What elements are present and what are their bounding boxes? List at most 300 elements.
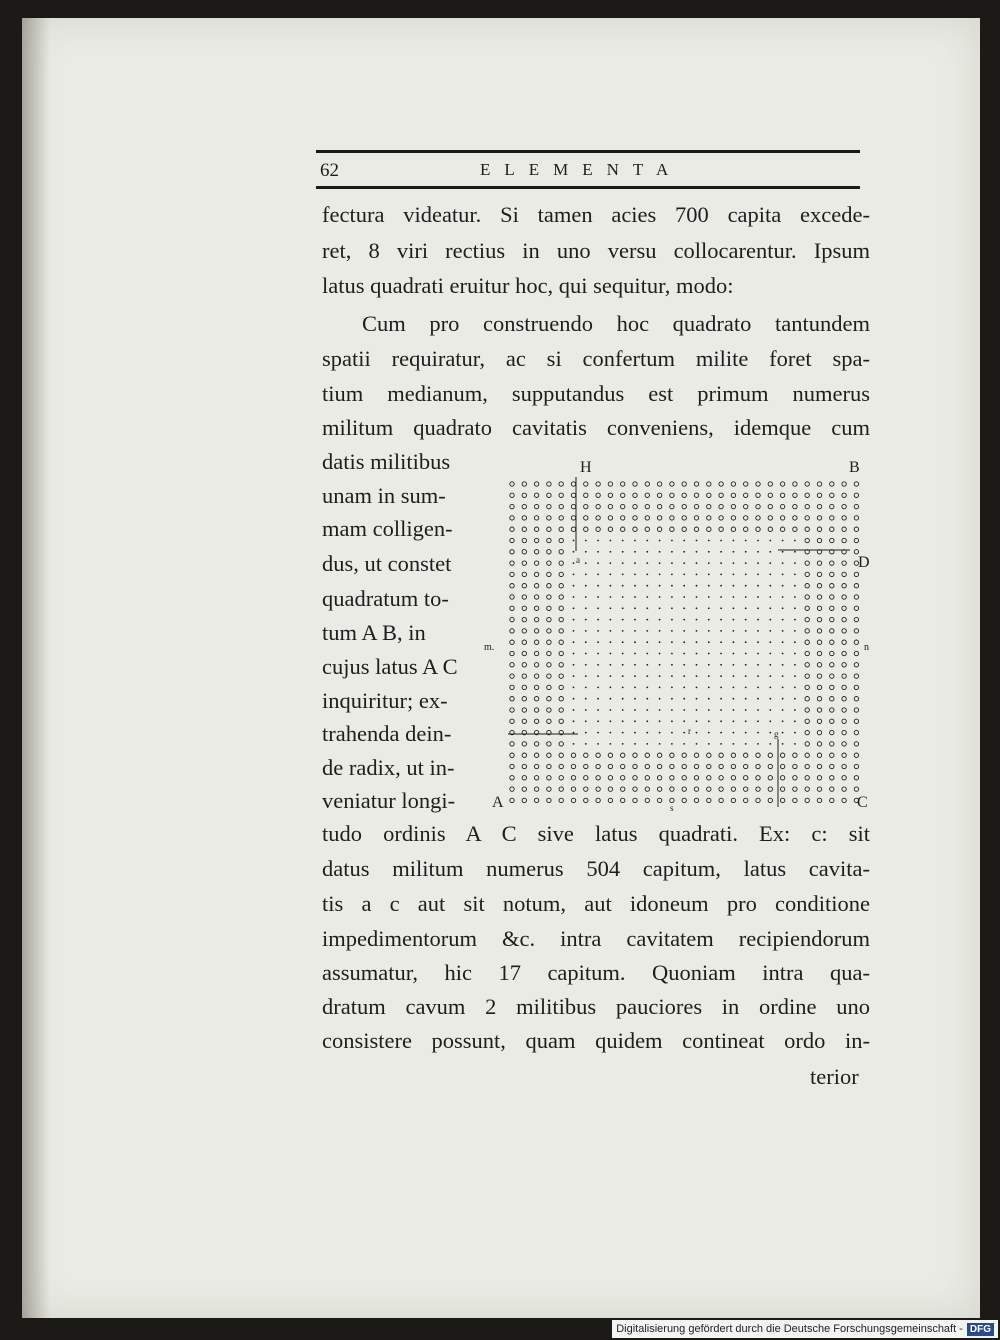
cavity-dot [769, 540, 771, 542]
cavity-dot [659, 641, 661, 643]
soldier-mark [731, 527, 735, 531]
side-line: veniatur longi- [322, 788, 456, 813]
soldier-mark [670, 527, 674, 531]
soldier-mark [744, 798, 748, 802]
cavity-dot [585, 607, 587, 609]
soldier-mark [522, 550, 526, 554]
cavity-dot [782, 698, 784, 700]
soldier-mark [830, 776, 834, 780]
cavity-dot [720, 664, 722, 666]
soldier-mark [608, 753, 612, 757]
cavity-dot [659, 562, 661, 564]
page-number: 62 [320, 160, 339, 181]
soldier-mark [657, 504, 661, 508]
soldier-mark [756, 493, 760, 497]
soldier-mark [854, 753, 858, 757]
soldier-mark [584, 787, 588, 791]
soldier-mark [817, 640, 821, 644]
soldier-mark [842, 572, 846, 576]
soldier-mark [559, 617, 563, 621]
cavity-dot [720, 630, 722, 632]
cavity-dot [634, 619, 636, 621]
cavity-dot [683, 607, 685, 609]
soldier-mark [694, 776, 698, 780]
soldier-mark [571, 764, 575, 768]
cavity-dot [634, 630, 636, 632]
cavity-dot [708, 743, 710, 745]
soldier-mark [547, 685, 551, 689]
cavity-dot [757, 540, 759, 542]
cavity-dot [622, 720, 624, 722]
soldier-mark [645, 482, 649, 486]
soldier-mark [510, 764, 514, 768]
cavity-dot [634, 687, 636, 689]
soldier-mark [842, 538, 846, 542]
soldier-mark [768, 787, 772, 791]
cavity-dot [659, 664, 661, 666]
soldier-mark [522, 764, 526, 768]
soldier-mark [719, 798, 723, 802]
soldier-mark [805, 742, 809, 746]
cavity-dot [733, 732, 735, 734]
cavity-dot [671, 743, 673, 745]
soldier-mark [657, 776, 661, 780]
cavity-dot [708, 619, 710, 621]
cavity-dot [622, 743, 624, 745]
soldier-mark [842, 493, 846, 497]
cavity-dot [646, 596, 648, 598]
cavity-dot [782, 630, 784, 632]
cavity-dot [745, 687, 747, 689]
soldier-mark [719, 776, 723, 780]
dfg-logo: DFG [967, 1323, 994, 1336]
soldier-mark [817, 708, 821, 712]
soldier-mark [645, 516, 649, 520]
cavity-dot [782, 732, 784, 734]
soldier-mark [817, 629, 821, 633]
cavity-dot [782, 585, 784, 587]
soldier-mark [522, 504, 526, 508]
cavity-dot [782, 641, 784, 643]
cavity-dot [720, 653, 722, 655]
soldier-mark [510, 538, 514, 542]
cavity-dot [597, 630, 599, 632]
soldier-mark [584, 516, 588, 520]
soldier-mark [522, 674, 526, 678]
soldier-mark [559, 482, 563, 486]
soldier-mark [854, 584, 858, 588]
soldier-mark [768, 504, 772, 508]
soldier-mark [522, 776, 526, 780]
soldier-mark [682, 776, 686, 780]
cavity-dot [597, 574, 599, 576]
cavity-dot [683, 585, 685, 587]
header-rule-top [316, 150, 860, 153]
soldier-mark [559, 742, 563, 746]
soldier-mark [780, 764, 784, 768]
soldier-mark [510, 550, 514, 554]
soldier-mark [817, 685, 821, 689]
cavity-dot [769, 630, 771, 632]
soldier-mark [744, 753, 748, 757]
soldier-mark [817, 697, 821, 701]
soldier-mark [830, 685, 834, 689]
cavity-dot [769, 585, 771, 587]
soldier-mark [842, 674, 846, 678]
cavity-dot [634, 698, 636, 700]
soldier-mark [805, 674, 809, 678]
cavity-dot [708, 596, 710, 598]
soldier-mark [657, 527, 661, 531]
cavity-dot [585, 585, 587, 587]
soldier-mark [510, 674, 514, 678]
soldier-mark [510, 719, 514, 723]
soldier-mark [780, 798, 784, 802]
soldier-mark [547, 561, 551, 565]
soldier-mark [854, 730, 858, 734]
header-rule-bottom [316, 186, 860, 189]
cavity-dot [794, 687, 796, 689]
soldier-mark [547, 572, 551, 576]
soldier-mark [621, 764, 625, 768]
soldier-mark [534, 764, 538, 768]
cavity-dot [622, 732, 624, 734]
soldier-mark [830, 730, 834, 734]
soldier-mark [817, 572, 821, 576]
soldier-mark [596, 527, 600, 531]
cavity-dot [597, 653, 599, 655]
soldier-mark [719, 753, 723, 757]
soldier-mark [534, 697, 538, 701]
cavity-dot [720, 709, 722, 711]
cavity-dot [646, 630, 648, 632]
soldier-mark [534, 606, 538, 610]
cavity-dot [659, 675, 661, 677]
cavity-dot [794, 732, 796, 734]
cavity-dot [646, 720, 648, 722]
soldier-mark [854, 606, 858, 610]
soldier-mark [682, 482, 686, 486]
cavity-dot [573, 607, 575, 609]
cavity-dot [696, 687, 698, 689]
soldier-mark [670, 776, 674, 780]
soldier-mark [842, 798, 846, 802]
soldier-mark [793, 787, 797, 791]
soldier-mark [842, 730, 846, 734]
soldier-mark [744, 493, 748, 497]
cavity-dot [733, 585, 735, 587]
soldier-mark [645, 764, 649, 768]
soldier-mark [707, 516, 711, 520]
side-line: dus, ut constet [322, 551, 452, 576]
cavity-dot [646, 664, 648, 666]
soldier-mark [571, 516, 575, 520]
soldier-mark [633, 798, 637, 802]
digitization-footer [612, 1320, 998, 1338]
soldier-mark [830, 787, 834, 791]
soldier-mark [694, 482, 698, 486]
cavity-dot [708, 698, 710, 700]
cavity-dot [794, 551, 796, 553]
soldier-mark [559, 527, 563, 531]
cavity-dot [782, 664, 784, 666]
cavity-dot [671, 619, 673, 621]
soldier-mark [731, 516, 735, 520]
cavity-dot [622, 562, 624, 564]
cavity-dot [696, 653, 698, 655]
cavity-dot [610, 574, 612, 576]
cavity-dot [610, 732, 612, 734]
cavity-dot [610, 619, 612, 621]
cavity-dot [610, 562, 612, 564]
soldier-mark [510, 787, 514, 791]
soldier-mark [842, 697, 846, 701]
soldier-mark [522, 651, 526, 655]
soldier-mark [805, 629, 809, 633]
soldier-mark [633, 516, 637, 520]
side-line: quadratum to- [322, 586, 449, 611]
soldier-mark [633, 776, 637, 780]
cavity-dot [757, 720, 759, 722]
soldier-mark [817, 798, 821, 802]
soldier-mark [842, 640, 846, 644]
cavity-dot [573, 687, 575, 689]
soldier-mark [830, 584, 834, 588]
soldier-mark [744, 776, 748, 780]
soldier-mark [657, 764, 661, 768]
soldier-mark [842, 561, 846, 565]
soldier-mark [682, 753, 686, 757]
soldier-mark [534, 516, 538, 520]
soldier-mark [534, 719, 538, 723]
soldier-mark [670, 482, 674, 486]
soldier-mark [559, 753, 563, 757]
soldier-mark [805, 730, 809, 734]
cavity-dot [573, 675, 575, 677]
body-line: datus militum numerus 504 capitum, latus cavita- [322, 856, 870, 881]
soldier-mark [534, 538, 538, 542]
cavity-dot [573, 709, 575, 711]
cavity-dot [708, 653, 710, 655]
cavity-dot [782, 720, 784, 722]
cavity-dot [733, 619, 735, 621]
cavity-dot [794, 698, 796, 700]
soldier-mark [547, 651, 551, 655]
cavity-dot [659, 574, 661, 576]
soldier-mark [830, 606, 834, 610]
label-B: B [849, 459, 860, 476]
cavity-dot [683, 562, 685, 564]
cavity-dot [671, 653, 673, 655]
soldier-mark [522, 561, 526, 565]
soldier-mark [780, 493, 784, 497]
soldier-mark [830, 674, 834, 678]
soldier-mark [694, 527, 698, 531]
soldier-mark [830, 561, 834, 565]
cavity-dot [610, 709, 612, 711]
footer-text: Digitalisierung gefördert durch die Deutsche Forschungsgemeinschaft - [616, 1323, 963, 1335]
cavity-dot [659, 540, 661, 542]
cavity-dot [659, 585, 661, 587]
soldier-mark [707, 527, 711, 531]
soldier-mark [694, 753, 698, 757]
cavity-dot [585, 653, 587, 655]
soldier-mark [510, 742, 514, 746]
soldier-mark [608, 493, 612, 497]
cavity-dot [659, 743, 661, 745]
soldier-mark [670, 753, 674, 757]
cavity-dot [745, 619, 747, 621]
cavity-dot [683, 574, 685, 576]
cavity-dot [634, 574, 636, 576]
cavity-dot [597, 562, 599, 564]
soldier-mark [744, 516, 748, 520]
soldier-mark [534, 584, 538, 588]
soldier-mark [842, 504, 846, 508]
soldier-mark [682, 516, 686, 520]
cavity-dot [745, 732, 747, 734]
soldier-mark [805, 584, 809, 588]
soldier-mark [547, 606, 551, 610]
soldier-mark [768, 516, 772, 520]
soldier-mark [793, 798, 797, 802]
cavity-dot [745, 574, 747, 576]
soldier-mark [817, 595, 821, 599]
side-line: unam in sum- [322, 483, 446, 508]
soldier-mark [559, 640, 563, 644]
cavity-dot [720, 687, 722, 689]
soldier-mark [694, 764, 698, 768]
body-line: dratum cavum 2 militibus pauciores in ordine uno [322, 994, 870, 1019]
cavity-dot [720, 743, 722, 745]
soldier-mark [633, 482, 637, 486]
soldier-mark [830, 663, 834, 667]
cavity-dot [597, 607, 599, 609]
cavity-dot [597, 596, 599, 598]
soldier-mark [547, 764, 551, 768]
soldier-mark [645, 798, 649, 802]
cavity-dot [597, 709, 599, 711]
soldier-mark [694, 787, 698, 791]
soldier-mark [817, 730, 821, 734]
cavity-dot [696, 540, 698, 542]
cavity-dot [720, 698, 722, 700]
cavity-dot [634, 551, 636, 553]
soldier-mark [547, 527, 551, 531]
cavity-dot [634, 540, 636, 542]
cavity-dot [597, 732, 599, 734]
cavity-dot [757, 596, 759, 598]
soldier-mark [731, 798, 735, 802]
soldier-mark [510, 685, 514, 689]
soldier-mark [670, 798, 674, 802]
cavity-dot [585, 596, 587, 598]
soldier-mark [633, 764, 637, 768]
soldier-mark [756, 787, 760, 791]
cavity-dot [659, 630, 661, 632]
body-line: ret, 8 viri rectius in uno versu collocarentur. Ipsum [322, 238, 870, 263]
cavity-dot [597, 585, 599, 587]
soldier-mark [559, 697, 563, 701]
soldier-mark [670, 787, 674, 791]
soldier-mark [596, 482, 600, 486]
cavity-dot [610, 630, 612, 632]
soldier-mark [817, 787, 821, 791]
soldier-mark [547, 516, 551, 520]
soldier-mark [534, 482, 538, 486]
cavity-dot [585, 720, 587, 722]
soldier-mark [842, 753, 846, 757]
soldier-mark [547, 697, 551, 701]
soldier-mark [719, 516, 723, 520]
soldier-mark [830, 719, 834, 723]
soldier-mark [682, 787, 686, 791]
cavity-dot [769, 709, 771, 711]
soldier-mark [596, 798, 600, 802]
cavity-dot [622, 596, 624, 598]
soldier-mark [510, 504, 514, 508]
running-title: ELEMENTA [480, 160, 683, 179]
cavity-dot [745, 540, 747, 542]
soldier-mark [534, 651, 538, 655]
soldier-mark [547, 708, 551, 712]
cavity-dot [708, 562, 710, 564]
body-line: tium medianum, supputandus est primum numerus [322, 381, 870, 406]
soldier-mark [559, 685, 563, 689]
cavity-dot [794, 596, 796, 598]
soldier-mark [793, 493, 797, 497]
cavity-dot [708, 607, 710, 609]
soldier-mark [793, 776, 797, 780]
cavity-dot [733, 698, 735, 700]
cavity-dot [646, 743, 648, 745]
cavity-dot [622, 687, 624, 689]
soldier-mark [854, 719, 858, 723]
body-line: militum quadrato cavitatis conveniens, idemque cum [322, 415, 870, 440]
cavity-dot [659, 732, 661, 734]
soldier-mark [522, 663, 526, 667]
cavity-dot [671, 698, 673, 700]
soldier-mark [621, 798, 625, 802]
cavity-dot [646, 709, 648, 711]
cavity-dot [634, 664, 636, 666]
soldier-mark [842, 787, 846, 791]
label-s: s [670, 803, 674, 813]
cavity-dot [610, 596, 612, 598]
soldier-mark [707, 764, 711, 768]
cavity-dot [708, 675, 710, 677]
cavity-dot [782, 653, 784, 655]
soldier-mark [805, 595, 809, 599]
cavity-dot [671, 641, 673, 643]
cavity-dot [757, 574, 759, 576]
cavity-dot [646, 653, 648, 655]
cavity-dot [745, 596, 747, 598]
cavity-dot [733, 596, 735, 598]
soldier-mark [830, 617, 834, 621]
cavity-dot [573, 540, 575, 542]
cavity-dot [610, 675, 612, 677]
soldier-mark [510, 753, 514, 757]
soldier-mark [547, 595, 551, 599]
soldier-mark [534, 708, 538, 712]
soldier-mark [682, 493, 686, 497]
cavity-dot [757, 732, 759, 734]
soldier-mark [596, 764, 600, 768]
soldier-mark [842, 663, 846, 667]
cavity-dot [794, 653, 796, 655]
soldier-mark [817, 584, 821, 588]
